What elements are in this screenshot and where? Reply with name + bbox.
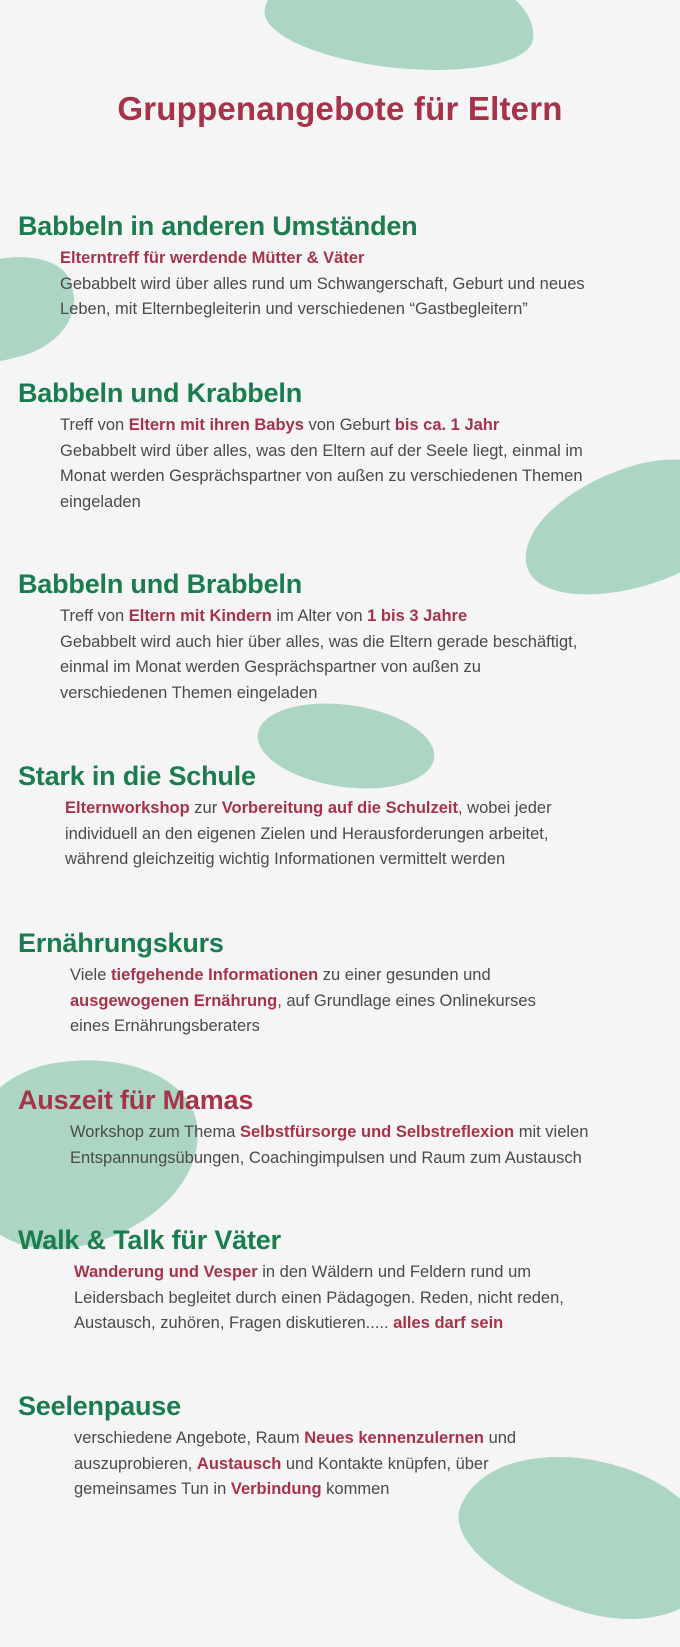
decorative-brush-blob	[260, 0, 540, 82]
section-seelenpause	[18, 1390, 668, 1503]
desc-line: Leidersbach begleitet durch einen Pädagogen. Reden, nicht reden,	[74, 1288, 564, 1307]
highlight-text: alles darf sein	[393, 1314, 504, 1332]
desc-text: auszuprobieren,	[74, 1454, 197, 1473]
desc-text: Workshop zum Thema	[70, 1123, 240, 1141]
desc-text: im Alter von	[271, 607, 368, 625]
desc-text: verschiedene Angebote, Raum	[74, 1429, 305, 1447]
desc-line: Gebabbelt wird auch hier über alles, was die Eltern gerade beschäftigt,	[60, 632, 578, 651]
desc-line: während gleichzeitig wichtig Informationen vermittelt werden	[65, 850, 506, 868]
desc-text: Viele	[70, 966, 111, 984]
highlight-text: ausgewogenen Ernährung	[70, 991, 278, 1010]
desc-line: Gebabbelt wird über alles, was den Eltern auf der Seele liegt, einmal im	[60, 441, 583, 460]
desc-line: eingeladen	[60, 492, 141, 511]
desc-line: Gebabbelt wird über alles rund um Schwangerschaft, Geburt und neues	[60, 274, 585, 293]
section-heading: Babbeln und Brabbeln	[18, 569, 303, 599]
highlight-text: Wanderung und Vesper	[74, 1263, 258, 1281]
desc-text: gemeinsames Tun in	[74, 1480, 231, 1498]
highlight-text: Austausch	[196, 1454, 282, 1473]
highlight-text: tiefgehende Informationen	[110, 966, 319, 984]
section-ernaehrungskurs	[18, 927, 668, 1040]
section-babbeln-umstaenden	[18, 210, 668, 323]
desc-line: einmal im Monat werden Gesprächspartner von außen zu	[60, 658, 481, 676]
section-auszeit-mamas	[18, 1084, 668, 1171]
section-subtitle: Elterntreff für werdende Mütter & Väter	[60, 249, 365, 267]
highlight-text: 1 bis 3 Jahre	[367, 607, 468, 625]
desc-text: in den Wäldern und Feldern rund um	[257, 1263, 531, 1281]
desc-text: zur	[189, 799, 222, 817]
section-babbeln-brabbeln	[18, 568, 668, 706]
section-description	[18, 604, 668, 706]
desc-line: Entspannungsübungen, Coachingimpulsen und Raum zum Austausch	[70, 1148, 582, 1167]
highlight-text: Selbstfürsorge und Selbstreflexion	[239, 1123, 515, 1141]
section-babbeln-krabbeln	[18, 377, 668, 515]
desc-text: und Kontakte knüpfen, über	[281, 1454, 489, 1473]
section-heading: Babbeln und Krabbeln	[18, 378, 303, 408]
section-description	[18, 796, 668, 873]
highlight-text: Neues kennenzulernen	[304, 1429, 484, 1447]
section-heading: Stark in die Schule	[18, 761, 256, 791]
highlight-text: bis ca. 1 Jahr	[394, 416, 500, 434]
desc-text: von Geburt	[303, 416, 395, 434]
section-description	[18, 1120, 668, 1171]
section-heading: Walk & Talk für Väter	[18, 1225, 281, 1255]
section-heading: Auszeit für Mamas	[18, 1085, 254, 1115]
highlight-text: Elternworkshop	[65, 799, 190, 817]
desc-line: verschiedenen Themen eingeladen	[60, 683, 318, 702]
section-description	[18, 1260, 668, 1337]
section-heading: Ernährungskurs	[18, 928, 224, 958]
section-description	[18, 413, 668, 515]
highlight-text: Vorbereitung auf die Schulzeit	[221, 799, 459, 817]
desc-text: , wobei jeder	[458, 799, 552, 817]
section-description	[18, 1426, 668, 1503]
desc-text: Treff von	[60, 607, 129, 625]
desc-text: mit vielen	[514, 1123, 589, 1141]
highlight-text: Verbindung	[230, 1480, 322, 1498]
desc-text: zu einer gesunden und	[318, 966, 491, 984]
desc-text: Treff von	[60, 416, 129, 434]
page-title: Gruppenangebote für Eltern	[117, 90, 563, 127]
desc-line: Leben, mit Elternbegleiterin und verschiedenen “Gastbegleitern”	[60, 300, 528, 318]
section-heading: Seelenpause	[18, 1391, 181, 1421]
section-stark-schule	[18, 760, 668, 873]
highlight-text: Eltern mit Kindern	[128, 607, 272, 625]
desc-text: , auf Grundlage eines Onlinekurses	[277, 991, 536, 1010]
desc-text: und	[483, 1429, 517, 1447]
section-description	[18, 246, 668, 323]
section-description	[18, 963, 668, 1040]
desc-line: Monat werden Gesprächspartner von außen zu verschiedenen Themen	[60, 467, 583, 485]
desc-text: kommen	[321, 1480, 390, 1498]
desc-text: Austausch, zuhören, Fragen diskutieren.....	[74, 1314, 394, 1332]
desc-line: individuell an den eigenen Zielen und Herausforderungen arbeitet,	[65, 824, 549, 843]
desc-line: eines Ernährungsberaters	[70, 1017, 260, 1035]
highlight-text: Eltern mit ihren Babys	[128, 416, 304, 434]
section-walk-talk	[18, 1224, 668, 1337]
section-heading: Babbeln in anderen Umständen	[18, 211, 418, 241]
